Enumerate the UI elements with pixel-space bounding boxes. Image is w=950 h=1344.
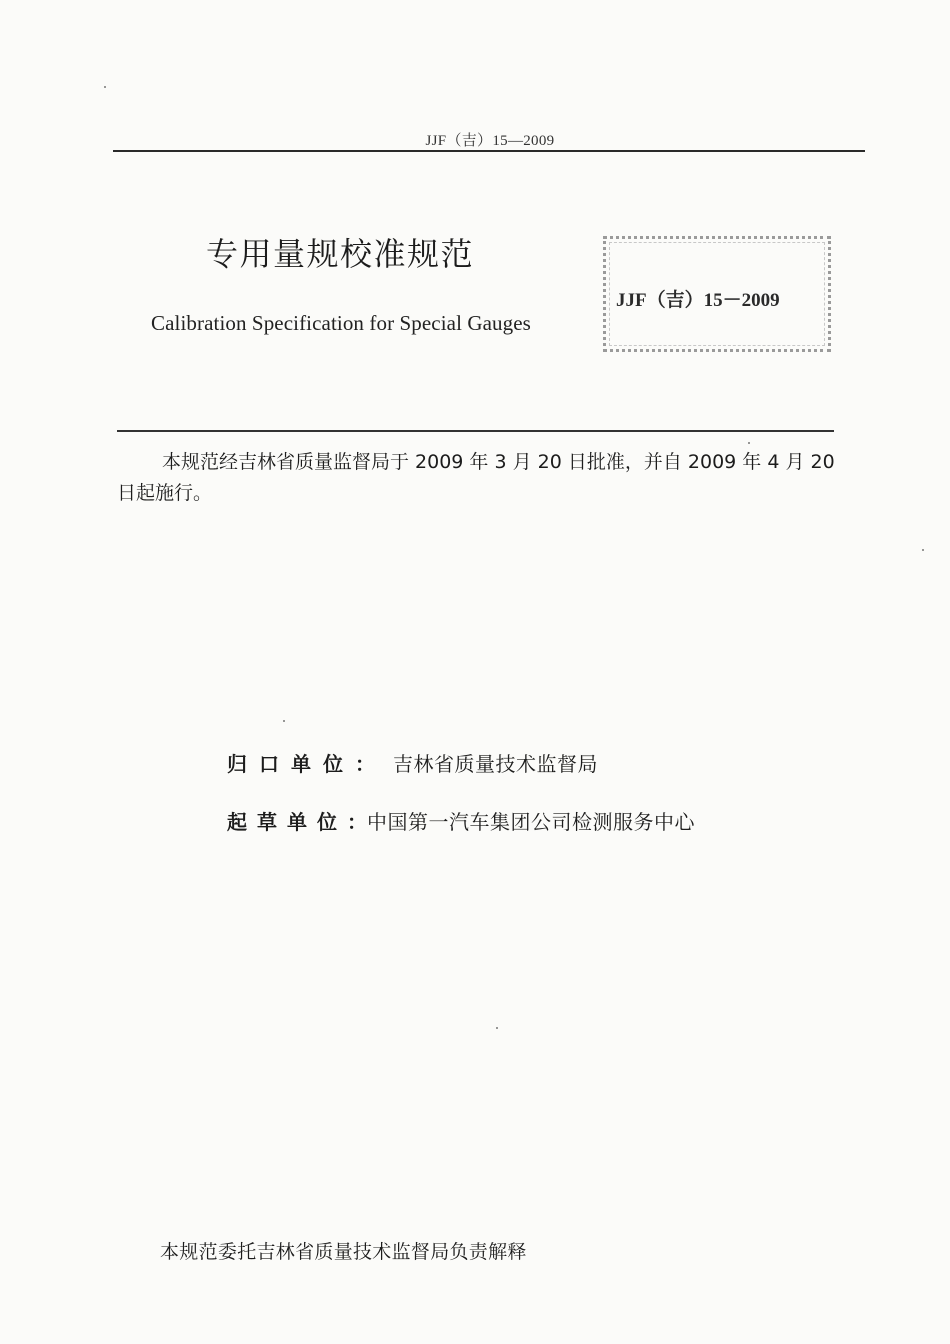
scan-speck <box>104 86 106 88</box>
drafting-unit-row <box>227 806 695 835</box>
interpretation-note: 本规范委托吉林省质量技术监督局负责解释 <box>160 1241 527 1263</box>
scan-speck <box>496 1027 498 1029</box>
responsible-unit-row <box>227 748 598 777</box>
title-english: Calibration Specification for Special Gauges <box>151 311 531 335</box>
responsible-unit-label: 归口单位 <box>227 752 355 776</box>
scan-speck <box>283 720 285 722</box>
responsible-unit-value: 吉林省质量技术监督局 <box>393 752 598 776</box>
approval-statement: 本规范经吉林省质量监督局于 2009 年 3 月 20 日批准，并自 2009 年 4 月 20 日起施行。 <box>117 451 835 504</box>
section-rule <box>117 430 834 432</box>
title-chinese: 专用量规校准规范 <box>206 235 475 273</box>
scan-speck <box>748 442 750 444</box>
header-rule <box>113 150 865 152</box>
responsible-unit-separator: ： <box>355 752 375 776</box>
drafting-unit-label: 起草单位 <box>227 810 347 834</box>
code-box-text: JJF（吉）15－2009 <box>616 290 780 311</box>
scan-speck <box>922 549 924 551</box>
header-code: JJF（吉）15—2009 <box>425 133 555 149</box>
drafting-unit-value: 中国第一汽车集团公司检测服务中心 <box>367 810 695 834</box>
drafting-unit-separator: ： <box>347 810 367 834</box>
code-box <box>603 236 831 352</box>
